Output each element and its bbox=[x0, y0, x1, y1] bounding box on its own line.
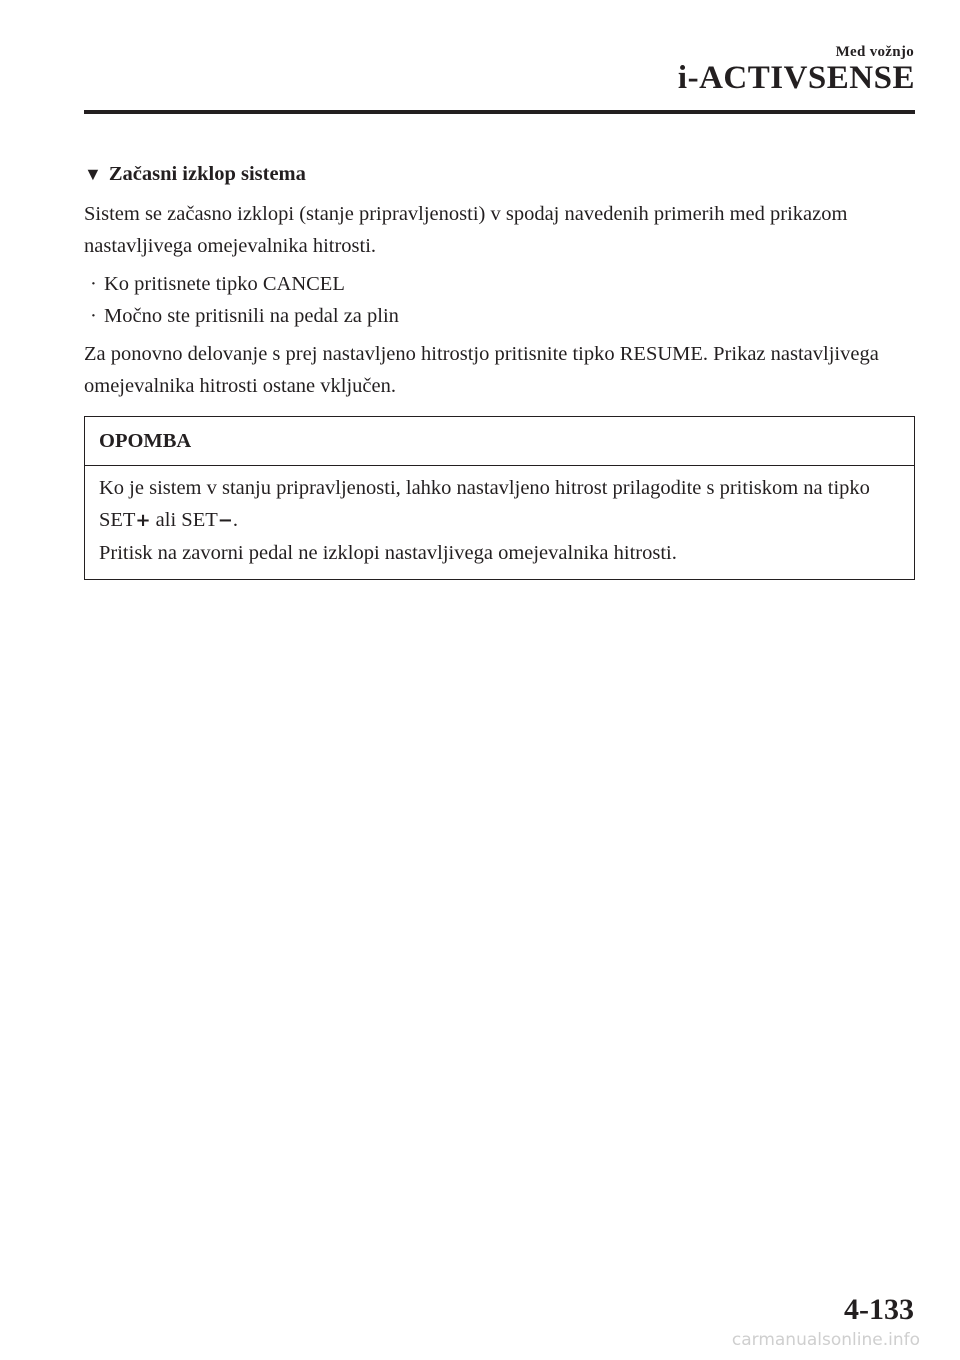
bullet-dot-icon: · bbox=[90, 273, 97, 295]
note-text: ali SET bbox=[150, 509, 218, 531]
conditions-list bbox=[84, 268, 915, 332]
resume-paragraph: Za ponovno delovanje s prej nastavljeno hitrostjo pritisnite tipko RESUME. Prikaz nastavljivega omejevalnika hitrosti ostane vključen. bbox=[84, 343, 879, 397]
subsection-heading bbox=[84, 158, 915, 190]
note-line-2: Pritisk na zavorni pedal ne izklopi nastavljivega omejevalnika hitrosti. bbox=[99, 542, 677, 564]
note-body bbox=[85, 466, 914, 579]
note-title: OPOMBA bbox=[85, 417, 914, 466]
chapter-title: i-ACTIVSENSE bbox=[677, 60, 915, 96]
list-item-text: Močno ste pritisnili na pedal za plin bbox=[104, 305, 399, 327]
list-item bbox=[90, 268, 915, 300]
header-divider bbox=[84, 110, 915, 114]
intro-paragraph: Sistem se začasno izklopi (stanje pripravljenosti) v spodaj navedenih primerih med prikazom nastavljivega omejevalnika hitrosti. bbox=[84, 203, 848, 257]
note-text: Ko je sistem v stanju pripravljenosti, lahko nastavljeno hitrost prilagodite s pritiskom na tipko SET bbox=[99, 477, 870, 531]
note-box bbox=[84, 416, 915, 580]
plus-icon: + bbox=[135, 510, 151, 531]
watermark-link[interactable]: carmanualsonline.info bbox=[731, 1330, 920, 1350]
subsection-heading-text: Začasni izklop sistema bbox=[108, 163, 306, 185]
note-text: . bbox=[232, 509, 238, 531]
bullet-dot-icon: · bbox=[90, 305, 97, 327]
note-line-1 bbox=[99, 472, 900, 537]
minus-icon: − bbox=[217, 510, 233, 531]
page-number: 4-133 bbox=[844, 1293, 914, 1326]
list-item bbox=[90, 300, 915, 332]
section-title: Med vožnjo bbox=[835, 44, 914, 60]
main-content bbox=[84, 158, 915, 580]
triangle-down-icon: ▼ bbox=[84, 164, 102, 184]
list-item-text: Ko pritisnete tipko CANCEL bbox=[104, 273, 345, 295]
